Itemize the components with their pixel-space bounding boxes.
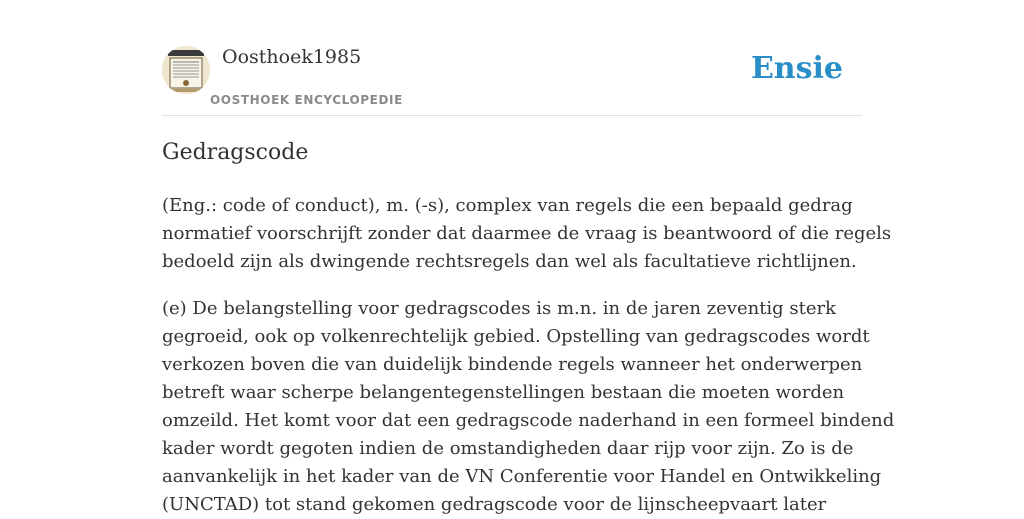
paragraph-line: aanvankelijk in het kader van de VN Conferentie voor Handel en Ontwikkeling xyxy=(162,466,882,487)
article-paragraph-2 xyxy=(162,295,895,519)
source-header xyxy=(162,0,862,116)
paragraph-line: omzeild. Het komt voor dat een gedragscode naderhand in een formeel bindend xyxy=(162,410,895,431)
paragraph-line: verkozen boven die van duidelijk bindende regels wanneer het onderwerpen xyxy=(162,354,863,375)
paragraph-line: betreft waar scherpe belangentegenstellingen bestaan die moeten worden xyxy=(162,382,845,403)
paragraph-line: normatief voorschrijft zonder dat daarmee de vraag is beantwoord of die regels xyxy=(162,223,892,244)
paragraph-line: gegroeid, ook op volkenrechtelijk gebied. Opstelling van gedragscodes wordt xyxy=(162,326,870,347)
article-paragraph-1 xyxy=(162,192,892,276)
page-container xyxy=(162,0,895,515)
source-subtitle: OOSTHOEK ENCYCLOPEDIE xyxy=(210,93,403,107)
book-cover-icon xyxy=(162,46,210,94)
paragraph-line: (Eng.: code of conduct), m. (-s), complex van regels die een bepaald gedrag xyxy=(162,195,853,216)
paragraph-line: (UNCTAD) tot stand gekomen gedragscode voor de lijnscheepvaart later xyxy=(162,494,827,515)
paragraph-line: bedoeld zijn als dwingende rechtsregels dan wel als facultatieve richtlijnen. xyxy=(162,251,857,272)
source-name-link[interactable]: Oosthoek1985 xyxy=(222,46,362,68)
source-avatar[interactable] xyxy=(162,46,210,94)
paragraph-line: (e) De belangstelling voor gedragscodes is m.n. in de jaren zeventig sterk xyxy=(162,298,837,319)
paragraph-line: kader wordt gegoten indien de omstandigheden daar rijp voor zijn. Zo is de xyxy=(162,438,854,459)
article-title: Gedragscode xyxy=(162,140,309,165)
brand-logo[interactable]: Ensie xyxy=(750,51,843,86)
